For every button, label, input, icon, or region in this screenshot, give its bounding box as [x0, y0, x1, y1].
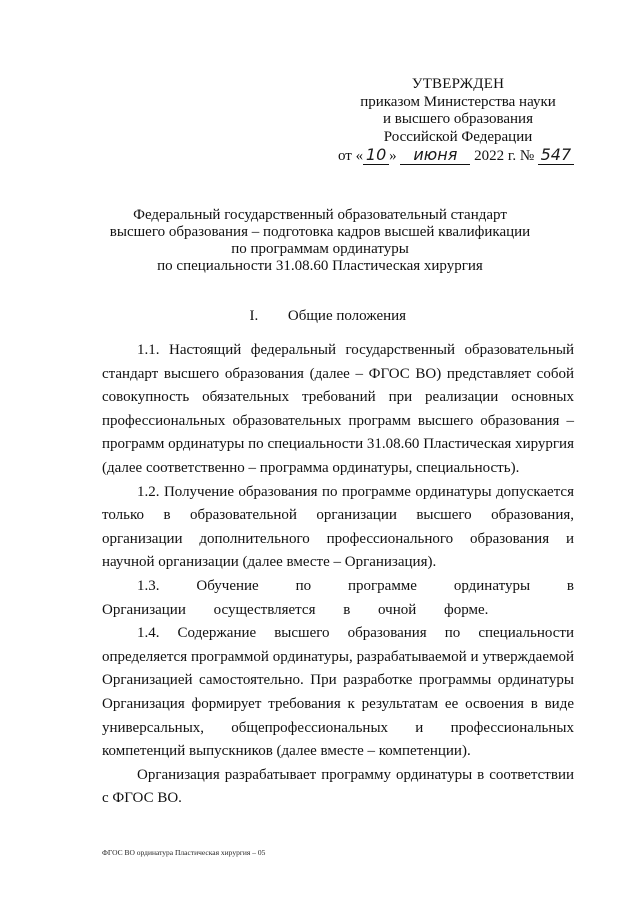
section-number: I.: [249, 308, 259, 324]
paragraph-1-1: 1.1. Настоящий федеральный государственный образовательный стандарт высшего образования (далее – ФГОС ВО) представляет собой совокупность обязательных требований при реализации основных профессиональных образовательных программ высшего образования – программ ординатуры по специальности 31.08.60 Пластическая хирургия (далее соответственно – программа ординатуры, специальность).: [102, 342, 574, 476]
approval-date-line: [328, 146, 588, 166]
standard-title-line-3: по программам ординатуры: [231, 241, 409, 257]
handwritten-day: 10: [363, 146, 389, 165]
standard-title-line-2: высшего образования – подготовка кадров высшей квалификации: [109, 224, 531, 240]
handwritten-month: июня: [400, 146, 470, 165]
approval-line-1: приказом Министерства науки: [360, 93, 556, 110]
year-text: 2022 г. №: [474, 148, 535, 164]
document-body: [102, 339, 574, 811]
standard-title: [80, 207, 560, 275]
approval-block: [328, 76, 588, 166]
paragraph-1-4: 1.4. Содержание высшего образования по специальности определяется программой ординатуры, разрабатываемой и утверждаемой Организацией самостоятельно. При разработке программы ординатуры Организация формирует требования к результатам ее освоения в виде универсальных, общепрофессиональных и профессиональных компетенций выпускников (далее вместе – компетенции).: [102, 625, 574, 760]
handwritten-order-number: 547: [538, 146, 574, 165]
approval-line-2: и высшего образования: [383, 111, 533, 127]
section-title: Общие положения: [287, 308, 407, 324]
date-sep: »: [389, 148, 397, 164]
paragraph-organization: Организация разрабатывает программу ординатуры в соответствии с ФГОС ВО.: [102, 766, 574, 807]
standard-title-line-1: Федеральный государственный образовательный стандарт: [133, 207, 507, 223]
paragraph-1-3: 1.3. Обучение по программе ординатуры в Организации осуществляется в очной форме.: [102, 577, 574, 618]
page-footer: ФГОС ВО ординатура Пластическая хирургия – 05: [102, 848, 266, 857]
standard-title-line-4: по специальности 31.08.60 Пластическая хирургия: [157, 258, 483, 274]
date-prefix: от «: [338, 148, 364, 164]
approval-line-3: Российской Федерации: [383, 128, 533, 145]
approval-title: УТВЕРЖДЕН: [411, 76, 505, 92]
section-heading: [0, 308, 640, 325]
paragraph-1-2: 1.2. Получение образования по программе ординатуры допускается только в образовательной организации высшего образования, организации дополнительного профессионального образования и научной организации (далее вместе – Организация).: [102, 483, 574, 571]
